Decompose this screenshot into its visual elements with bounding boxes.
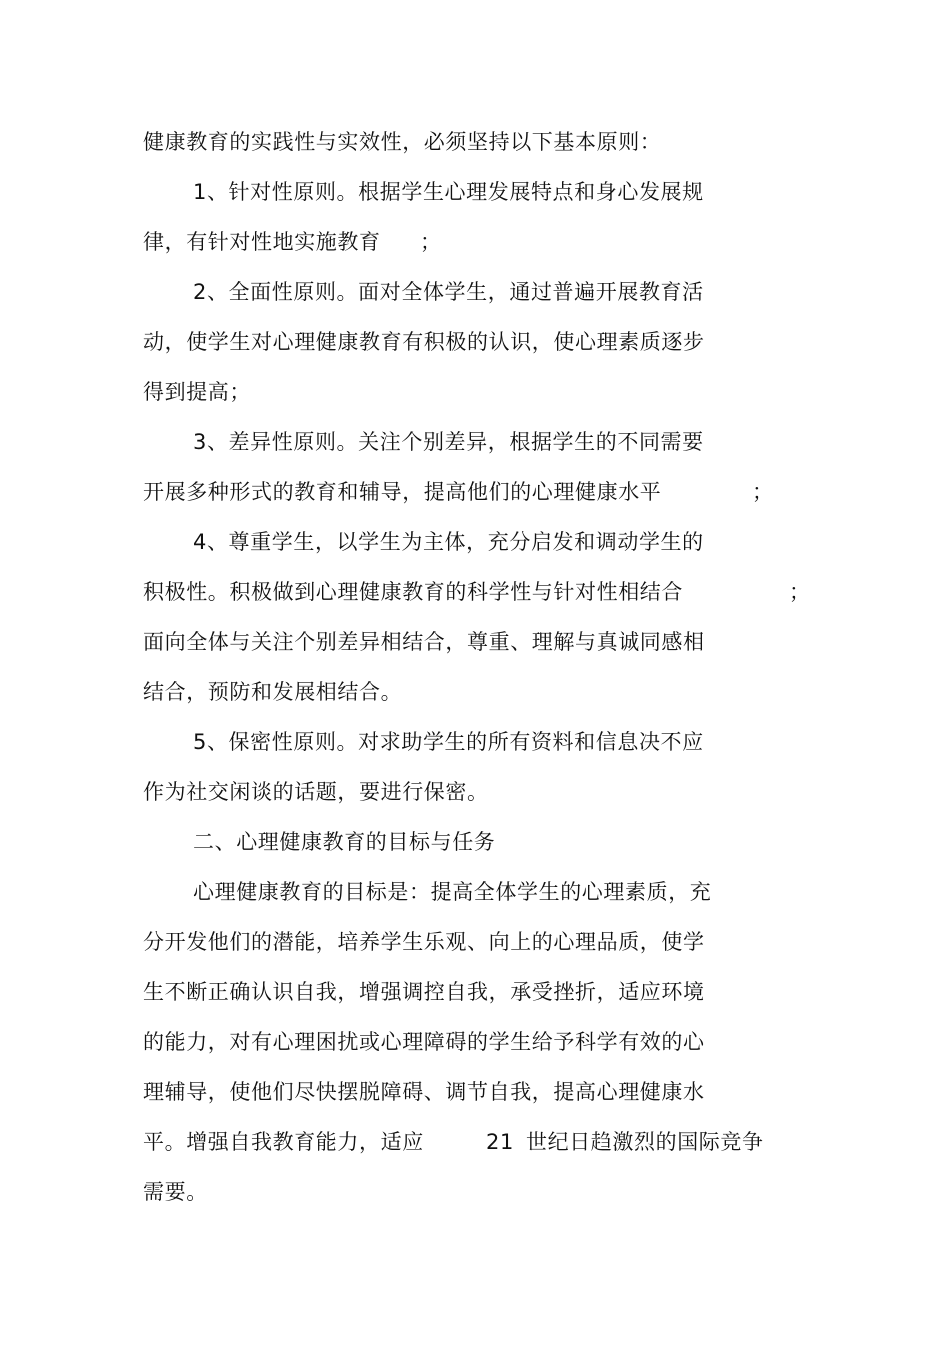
text-line: ； xyxy=(789,580,811,604)
text-line: 世纪日趋激烈的国际竞争 xyxy=(526,1130,764,1154)
text-line: 理辅导，使他们尽快摆脱障碍、调节自我，提高心理健康水 xyxy=(143,1080,705,1104)
text-line: 得到提高； xyxy=(143,380,251,404)
text-line: 健康教育的实践性与实效性，必须坚持以下基本原则： xyxy=(143,130,662,154)
text-line: 5、保密性原则。对求助学生的所有资料和信息决不应 xyxy=(193,730,704,754)
text-line: 平。增强自我教育能力，适应 xyxy=(143,1130,424,1154)
text-line: 结合，预防和发展相结合。 xyxy=(143,680,403,704)
text-line: 4、尊重学生，以学生为主体，充分启发和调动学生的 xyxy=(193,530,704,554)
text-line: 动，使学生对心理健康教育有积极的认识，使心理素质逐步 xyxy=(143,330,705,354)
text-line: 分开发他们的潜能，培养学生乐观、向上的心理品质，使学 xyxy=(143,930,705,954)
text-line: 开展多种形式的教育和辅导，提高他们的心理健康水平 xyxy=(143,480,662,504)
text-line: 作为社交闲谈的话题，要进行保密。 xyxy=(143,780,489,804)
text-line: 律，有针对性地实施教育 xyxy=(143,230,381,254)
text-line: ； xyxy=(752,480,774,504)
text-line: 1、针对性原则。根据学生心理发展特点和身心发展规 xyxy=(193,180,704,204)
section-heading: 二、心理健康教育的目标与任务 xyxy=(193,830,496,854)
text-line: ； xyxy=(420,230,442,254)
text-line: 需要。 xyxy=(143,1180,208,1204)
text-line: 心理健康教育的目标是：提高全体学生的心理素质，充 xyxy=(193,880,712,904)
text-line: 积极性。积极做到心理健康教育的科学性与针对性相结合 xyxy=(143,580,683,604)
text-line: 2、全面性原则。面对全体学生，通过普遍开展教育活 xyxy=(193,280,704,304)
text-line: 的能力，对有心理困扰或心理障碍的学生给予科学有效的心 xyxy=(143,1030,705,1054)
text-line: 3、差异性原则。关注个别差异，根据学生的不同需要 xyxy=(193,430,704,454)
text-line: 面向全体与关注个别差异相结合，尊重、理解与真诚同感相 xyxy=(143,630,705,654)
text-line: 21 xyxy=(486,1130,514,1154)
text-line: 生不断正确认识自我，增强调控自我，承受挫折，适应环境 xyxy=(143,980,705,1004)
